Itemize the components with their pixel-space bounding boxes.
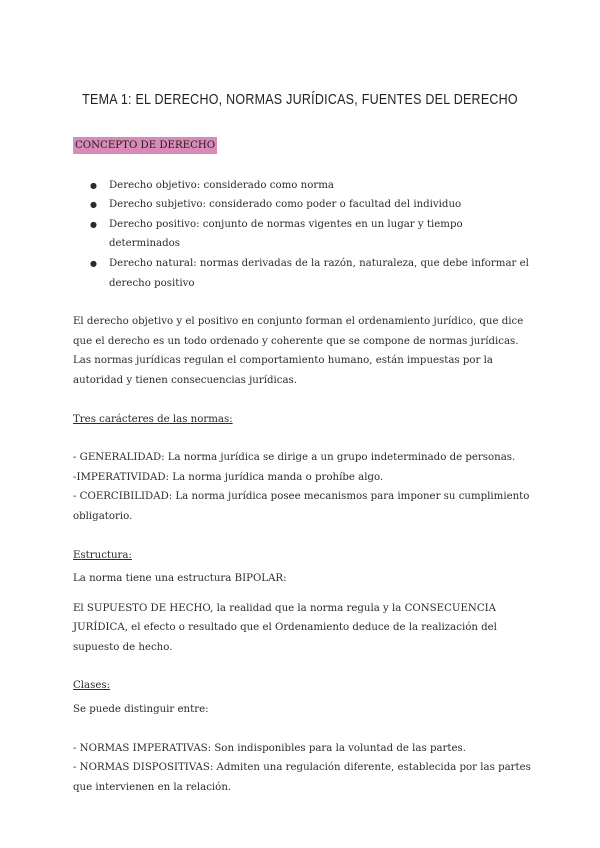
concepto-paragraph: El derecho objetivo y el positivo en conjunto forman el ordenamiento jurídico, que dice que el derecho es un todo ordenado y coherente que se compone de normas jurídicas. Las normas jurídicas regulan el comportamiento humano, están impuestas por la autoridad y tienen consecuencias jurídicas. xyxy=(73,316,524,386)
estructura-paragraph: El SUPUESTO DE HECHO, la realidad que la norma regula y la CONSECUENCIA JURÍDICA, el efecto o resultado que el Ordenamiento deduce de la realización del supuesto de hecho. xyxy=(73,602,497,653)
section-caracteres xyxy=(73,410,533,527)
section-concepto xyxy=(73,136,533,391)
caracteres-line: - GENERALIDAD: La norma jurídica se dirige a un grupo indeterminado de personas. xyxy=(73,452,516,464)
list-item-text: Derecho positivo: conjunto de normas vigentes en un lugar y tiempo determinados xyxy=(109,218,463,250)
section-heading-caracteres: Tres carácteres de las normas: xyxy=(73,413,233,425)
section-heading-clases: Clases: xyxy=(73,680,111,692)
estructura-intro: La norma tiene una estructura BIPOLAR: xyxy=(73,573,287,585)
section-estructura xyxy=(73,546,533,658)
clases-intro: Se puede distinguir entre: xyxy=(73,704,209,716)
concepto-bullet-list xyxy=(73,176,533,294)
caracteres-line: - COERCIBILIDAD: La norma jurídica posee mecanismos para imponer su cumplimiento obligatorio. xyxy=(73,491,530,522)
section-heading-estructura: Estructura: xyxy=(73,549,132,561)
section-clases xyxy=(73,676,533,797)
document-body xyxy=(73,136,533,797)
list-item xyxy=(73,215,533,254)
list-item xyxy=(73,195,533,215)
bullet-icon: ● xyxy=(90,200,97,210)
caracteres-line: -IMPERATIVIDAD: La norma jurídica manda o prohíbe algo. xyxy=(73,471,384,483)
list-item-text: Derecho subjetivo: considerado como poder o facultad del individuo xyxy=(109,199,462,211)
clases-line: - NORMAS IMPERATIVAS: Son indisponibles para la voluntad de las partes. xyxy=(73,742,467,754)
section-heading-concepto: CONCEPTO DE DERECHO xyxy=(73,137,217,154)
list-item xyxy=(73,176,533,196)
list-item xyxy=(73,254,533,293)
bullet-icon: ● xyxy=(90,219,97,229)
clases-line: - NORMAS DISPOSITIVAS: Admiten una regulación diferente, establecida por las partes que intervienen en la relación. xyxy=(73,762,531,793)
bullet-icon: ● xyxy=(90,258,97,268)
list-item-text: Derecho objetivo: considerado como norma xyxy=(109,179,334,191)
bullet-icon: ● xyxy=(90,180,97,190)
list-item-text: Derecho natural: normas derivadas de la razón, naturaleza, que debe informar el derecho positivo xyxy=(109,257,529,289)
page-title: TEMA 1: EL DERECHO, NORMAS JURÍDICAS, FUENTES DEL DERECHO xyxy=(82,92,518,108)
